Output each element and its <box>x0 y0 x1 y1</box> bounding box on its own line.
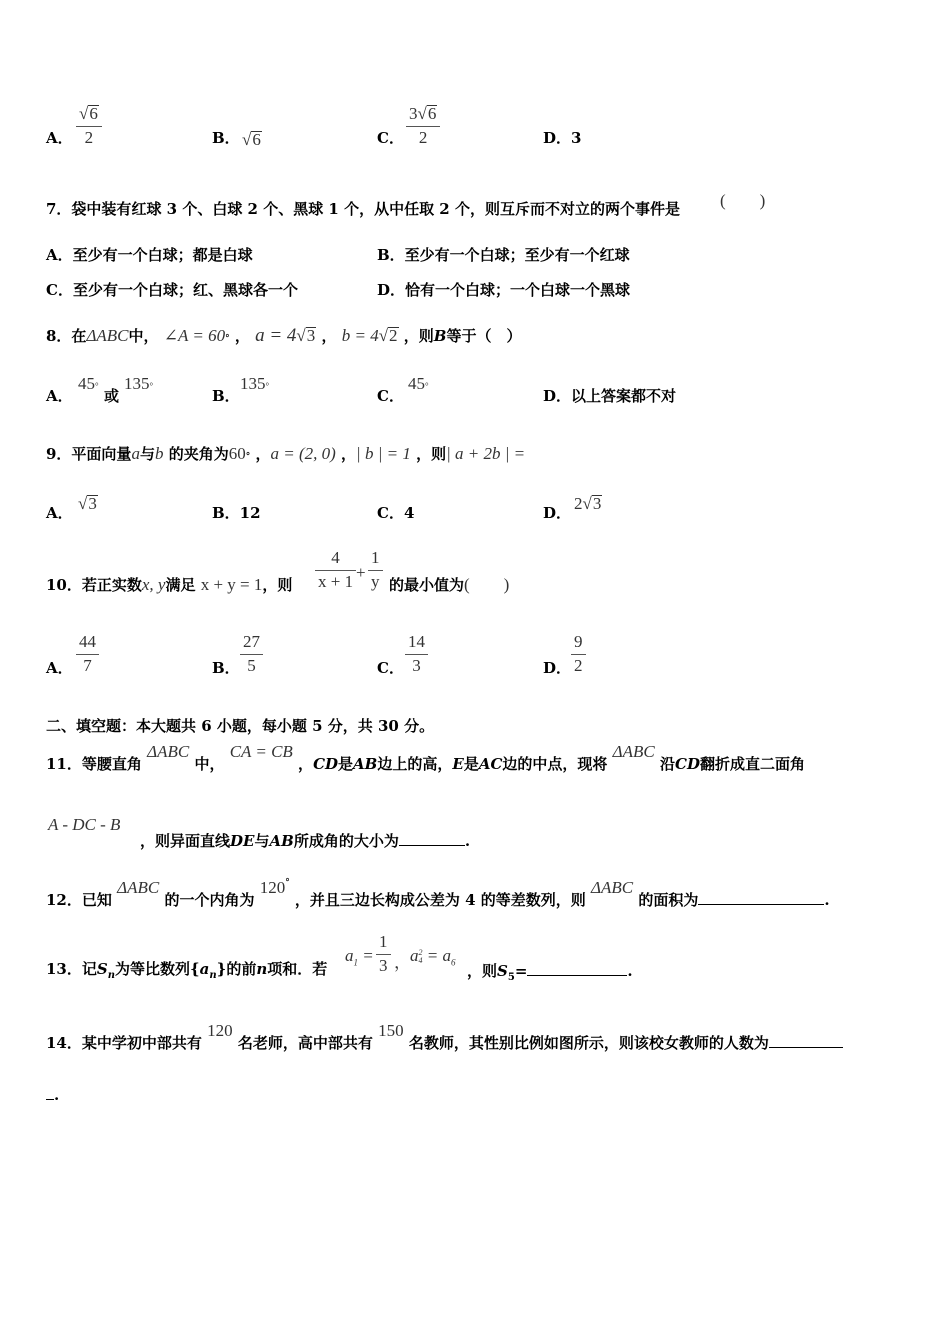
q9-option-b[interactable]: B．12 <box>212 504 261 522</box>
q11-line-2: ，则异面直线DE与AB所成角的大小为 . <box>140 829 470 851</box>
q9-option-c[interactable]: C．4 <box>377 504 415 522</box>
q13-comma: ， <box>394 953 411 972</box>
q13-a4-eq: a2 $4 = a_6$ <box>410 946 456 968</box>
q10-option-b-fraction: 27 5 <box>240 632 263 676</box>
q11-line-1: 11．等腰直角 ΔABC 中， CA = CB ，CD是AB边上的高，E是AC边的中点，现将 ΔABC 沿CD翻折成直二面角 <box>46 742 805 773</box>
q7-stem: 7．袋中装有红球 3 个、白球 2 个、黑球 1 个，从中任取 2 个，则互斥而不对立的两个事件是 <box>46 200 680 218</box>
section-2-heading: 二、填空题：本大题共 6 小题，每小题 5 分，共 30 分。 <box>46 717 435 735</box>
q12-stem: 12．已知 ΔABC 的一个内角为 120° ，并且三边长构成公差为 4 的等差数列，则 ΔABC 的面积为 . <box>46 878 830 909</box>
q10-option-a-label[interactable]: A． <box>46 659 73 677</box>
q6-option-b-label[interactable]: B． <box>212 129 240 147</box>
q9-option-a-label[interactable]: A． <box>46 504 73 522</box>
q12-answer-blank[interactable] <box>698 888 824 905</box>
q11-answer-blank[interactable] <box>399 829 465 846</box>
q10-stem-start: 10．若正实数x, y满足 x + y = 1，则 <box>46 575 293 594</box>
q13-stem-start: 13．记$S_n$为等比数列$\{a_n\}$的前n项和．若 <box>46 960 328 981</box>
q13-stem-end: ，则$S_5=$ . <box>467 959 633 988</box>
q8-option-b-value: 135° <box>240 374 270 393</box>
q13-a1: $a_1$ = <box>345 946 374 968</box>
q14-stem: 14．某中学初中部共有 120 名老师，高中部共有 150 名教师，其性别比例如图所示，则该校女教师的人数为 <box>46 1031 843 1053</box>
q8-option-a-v2: 135° <box>124 374 154 393</box>
q11-dihedral-angle: A - DC - B <box>48 815 121 834</box>
q10-fraction-2: 1 y <box>368 548 383 592</box>
q9-option-d-value: 2√3 <box>574 494 602 513</box>
q8-option-c-label[interactable]: C． <box>377 387 404 405</box>
q13-fraction: 1 3 <box>376 932 391 976</box>
q9-option-d-label[interactable]: D． <box>543 504 572 522</box>
q9-stem: 9．平面向量a与b 的夹角为60° ，a = (2, 0) ，| b | = 1 ，则| a + 2b | = <box>46 444 526 463</box>
q7-option-c[interactable]: C．至少有一个白球；红、黑球各一个 <box>46 281 298 299</box>
q6-option-c-fraction: 3√6 2 <box>406 104 440 148</box>
q10-fraction-1: 4 x + 1 <box>315 548 356 592</box>
q7-answer-paren: ( ) <box>720 191 766 210</box>
q14-line-2: . <box>46 1083 59 1105</box>
q6-option-b-value: √6 <box>242 130 261 149</box>
q8-option-d[interactable]: D．以上答案都不对 <box>543 387 677 405</box>
q8-option-a-or: 或 <box>104 387 120 405</box>
q7-option-b[interactable]: B．至少有一个白球；至少有一个红球 <box>377 246 630 264</box>
q13-answer-blank[interactable] <box>527 959 627 976</box>
q8-stem: 8．在ΔABC中， ∠A = 60° ， a = 4√3 ， b = 4√2 ，则B等于（ ） <box>46 325 522 346</box>
q7-option-a[interactable]: A．至少有一个白球；都是白球 <box>46 246 253 264</box>
q6-option-a-fraction: √6 2 <box>76 104 102 148</box>
q10-stem-end: 的最小值为( ) <box>389 575 510 594</box>
q6-option-c-label[interactable]: C． <box>377 129 404 147</box>
q6-option-d[interactable]: D．3 <box>543 129 582 147</box>
q8-option-a-label[interactable]: A． <box>46 387 73 405</box>
q8-option-b-label[interactable]: B． <box>212 387 240 405</box>
q10-option-d-label[interactable]: D． <box>543 659 572 677</box>
q10-option-b-label[interactable]: B． <box>212 659 240 677</box>
q6-option-a-label[interactable]: A． <box>46 129 73 147</box>
q10-option-d-fraction: 9 2 <box>571 632 586 676</box>
q10-plus: + <box>356 563 366 582</box>
q14-answer-blank[interactable] <box>769 1031 843 1048</box>
q10-option-c-label[interactable]: C． <box>377 659 404 677</box>
q8-option-c-value: 45° <box>408 374 429 393</box>
q10-option-c-fraction: 14 3 <box>405 632 428 676</box>
q7-option-d[interactable]: D．恰有一个白球；一个白球一个黑球 <box>377 281 631 299</box>
q10-option-a-fraction: 44 7 <box>76 632 99 676</box>
q8-option-a-v1: 45° <box>78 374 99 393</box>
q9-option-a-value: √3 <box>78 494 97 513</box>
